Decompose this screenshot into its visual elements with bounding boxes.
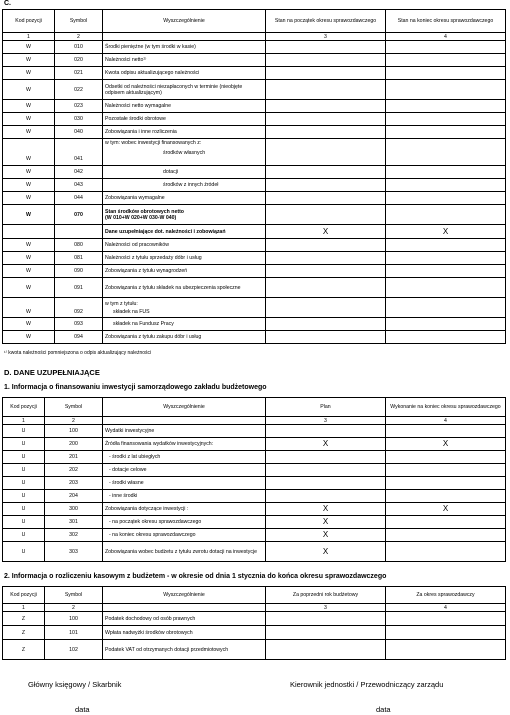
row-symbol: 201	[45, 451, 103, 464]
row-kod: W	[3, 298, 55, 318]
row-description: Środki pieniężne (w tym środki w kasie)	[103, 41, 266, 54]
header-symbol: Symbol	[45, 398, 103, 417]
row-kod: W	[3, 331, 55, 344]
value-wykonanie[interactable]	[386, 464, 506, 477]
row-description: Należności z tytułu sprzedaży dóbr i usług	[103, 252, 266, 265]
col-number: 3	[266, 33, 386, 41]
value-poczatek[interactable]	[266, 265, 386, 278]
row-description: Kwota odpisu aktualizującego należności	[103, 67, 266, 80]
value-poczatek[interactable]	[266, 139, 386, 166]
value-poczatek[interactable]	[266, 41, 386, 54]
table-header-row	[3, 587, 506, 604]
header-wyszczegolnienie: Wyszczególnienie	[103, 398, 266, 417]
table-row	[3, 451, 506, 464]
table-row	[3, 139, 506, 166]
value-koniec: X	[386, 225, 506, 239]
value-wykonanie[interactable]	[386, 516, 506, 529]
value-koniec[interactable]	[386, 179, 506, 192]
table-row	[3, 67, 506, 80]
table-row	[3, 477, 506, 490]
row-description-line1: w tym z tytułu:	[105, 300, 138, 307]
row-symbol: 100	[45, 425, 103, 438]
value-plan: X	[266, 438, 386, 451]
row-kod: W	[3, 265, 55, 278]
row-symbol: 094	[55, 331, 103, 344]
header-koniec: Stan na koniec okresu sprawozdawczego	[386, 10, 506, 33]
table-row	[3, 54, 506, 67]
col-number: 1	[3, 417, 45, 425]
value-koniec[interactable]	[386, 239, 506, 252]
row-symbol: 043	[55, 179, 103, 192]
value-poczatek[interactable]	[266, 205, 386, 225]
row-description: środków z innych źródeł	[103, 179, 266, 192]
value-wykonanie[interactable]	[386, 477, 506, 490]
row-description-line1: Stan środków obrotowych netto	[105, 208, 184, 215]
header-kod: Kod pozycji	[3, 587, 45, 604]
row-kod: U	[3, 464, 45, 477]
column-number-row	[3, 417, 506, 425]
header-symbol: Symbol	[55, 10, 103, 33]
col-number: 2	[45, 417, 103, 425]
row-kod: U	[3, 477, 45, 490]
table-row	[3, 126, 506, 139]
row-kod: Z	[3, 612, 45, 626]
row-description: Zobowiązania z tytułu wynagrodzeń	[103, 265, 266, 278]
table-row	[3, 542, 506, 562]
value-koniec[interactable]	[386, 67, 506, 80]
row-kod: W	[3, 113, 55, 126]
row-description: Należności od pracowników	[103, 239, 266, 252]
row-kod: W	[3, 192, 55, 205]
value-wykonanie: X	[386, 503, 506, 516]
value-okres[interactable]	[386, 626, 506, 640]
row-description: Zobowiązania i inne rozliczenia	[103, 126, 266, 139]
row-symbol: 041	[55, 139, 103, 166]
table-row	[3, 225, 506, 239]
row-description: Zobowiązania dotyczące inwestycji :	[103, 503, 266, 516]
row-symbol: 010	[55, 41, 103, 54]
row-description: Podatek VAT od otrzymanych dotacji przedmiotowych	[103, 640, 266, 660]
row-symbol: 203	[45, 477, 103, 490]
row-description-line2: (W 010+W 020+W 030-W 040)	[105, 214, 177, 221]
row-kod: W	[3, 80, 55, 100]
row-kod: U	[3, 490, 45, 503]
row-description: Źródła finansowania wydatków inwestycyjnych:	[103, 438, 266, 451]
value-koniec[interactable]	[386, 265, 506, 278]
table-row	[3, 239, 506, 252]
column-number-row	[3, 604, 506, 612]
col-number: 2	[55, 33, 103, 41]
value-wykonanie[interactable]	[386, 451, 506, 464]
signature-left-title: Główny księgowy / Skarbnik	[28, 680, 122, 689]
value-poczatek[interactable]	[266, 278, 386, 298]
row-kod: W	[3, 41, 55, 54]
table-row	[3, 41, 506, 54]
value-plan[interactable]	[266, 490, 386, 503]
row-kod: U	[3, 425, 45, 438]
row-description: Wpłata nadwyżki środków obrotowych	[103, 626, 266, 640]
footnote: ¹⁾ kwota należności pomniejszona o odpis aktualizujący należności	[4, 350, 152, 356]
value-koniec[interactable]	[386, 139, 506, 166]
signature-left-date: data	[75, 705, 90, 714]
value-koniec[interactable]	[386, 41, 506, 54]
value-poczatek[interactable]	[266, 331, 386, 344]
value-poczatek[interactable]	[266, 239, 386, 252]
row-description: - dotacje celowe	[103, 464, 266, 477]
table-row	[3, 318, 506, 331]
value-plan: X	[266, 503, 386, 516]
row-symbol: 021	[55, 67, 103, 80]
table-row	[3, 503, 506, 516]
row-description-line2: składek na FUS	[113, 308, 150, 315]
value-koniec[interactable]	[386, 80, 506, 100]
header-poprzedni-rok: Za poprzedni rok budżetowy	[266, 587, 386, 604]
row-kod	[3, 225, 55, 239]
value-plan: X	[266, 529, 386, 542]
row-symbol: 200	[45, 438, 103, 451]
section-d2-table	[2, 586, 506, 660]
value-koniec[interactable]	[386, 331, 506, 344]
value-poczatek[interactable]	[266, 179, 386, 192]
row-description: składek na Fundusz Pracy	[103, 318, 266, 331]
section-c-title: C.	[4, 0, 11, 7]
value-koniec[interactable]	[386, 318, 506, 331]
col-number	[103, 33, 266, 41]
col-number: 4	[386, 604, 506, 612]
col-number: 4	[386, 417, 506, 425]
row-description: - środki z lat ubiegłych	[103, 451, 266, 464]
row-symbol: 204	[45, 490, 103, 503]
value-plan[interactable]	[266, 477, 386, 490]
col-number: 3	[266, 417, 386, 425]
row-description: Zobowiązania wymagalne	[103, 192, 266, 205]
table-row	[3, 278, 506, 298]
table-row	[3, 252, 506, 265]
row-description: Zobowiązania z tytułu zakupu dóbr i usług	[103, 331, 266, 344]
value-wykonanie[interactable]	[386, 529, 506, 542]
row-description-line1: w tym: wobec inwestycji finansowanych z:	[105, 140, 202, 146]
value-poczatek[interactable]	[266, 166, 386, 179]
value-poprzedni-rok[interactable]	[266, 626, 386, 640]
col-number	[103, 604, 266, 612]
row-symbol: 040	[55, 126, 103, 139]
row-description: - na początek okresu sprawozdawczego	[103, 516, 266, 529]
row-symbol: 101	[45, 626, 103, 640]
row-symbol: 042	[55, 166, 103, 179]
row-kod: U	[3, 438, 45, 451]
header-kod: Kod pozycji	[3, 398, 45, 417]
value-poczatek[interactable]	[266, 126, 386, 139]
value-koniec[interactable]	[386, 298, 506, 318]
row-description: Dane uzupełniające dot. należności i zobowiązań	[103, 225, 266, 239]
row-kod: W	[3, 278, 55, 298]
table-row	[3, 100, 506, 113]
value-poczatek: X	[266, 225, 386, 239]
row-symbol: 302	[45, 529, 103, 542]
row-symbol: 092	[55, 298, 103, 318]
value-koniec[interactable]	[386, 126, 506, 139]
section-d2-title: 2. Informacja o rozliczeniu kasowym z budżetem - w okresie od dnia 1 stycznia do końca okresu sprawozdawczego	[4, 573, 387, 580]
value-koniec[interactable]	[386, 113, 506, 126]
value-wykonanie[interactable]	[386, 425, 506, 438]
value-koniec[interactable]	[386, 205, 506, 225]
value-koniec[interactable]	[386, 192, 506, 205]
row-kod: W	[3, 166, 55, 179]
header-okres: Za okres sprawozdawczy	[386, 587, 506, 604]
row-description: Odsetki od należności niezapłaconych w terminie (nieobjęte odpisem aktualizującym)	[103, 80, 266, 100]
table-row	[3, 265, 506, 278]
header-symbol: Symbol	[45, 587, 103, 604]
row-kod: Z	[3, 640, 45, 660]
section-d1-table	[2, 397, 506, 562]
row-description: Podatek dochodowy od osób prawnych	[103, 612, 266, 626]
row-kod: U	[3, 516, 45, 529]
row-description: Należności netto¹⁾	[103, 54, 266, 67]
row-kod: U	[3, 503, 45, 516]
row-symbol: 091	[55, 278, 103, 298]
section-d-title: D. DANE UZUPEŁNIAJĄCE	[4, 368, 100, 377]
row-symbol: 080	[55, 239, 103, 252]
table-row	[3, 464, 506, 477]
column-number-row	[3, 33, 506, 41]
row-symbol: 090	[55, 265, 103, 278]
value-okres[interactable]	[386, 612, 506, 626]
row-kod: W	[3, 67, 55, 80]
value-wykonanie: X	[386, 438, 506, 451]
row-kod: W	[3, 252, 55, 265]
row-symbol: 100	[45, 612, 103, 626]
row-symbol: 023	[55, 100, 103, 113]
row-description	[103, 139, 266, 166]
header-wykonanie: Wykonanie na koniec okresu sprawozdawczego	[386, 398, 506, 417]
table-row	[3, 626, 506, 640]
table-header-row	[3, 398, 506, 417]
value-koniec[interactable]	[386, 100, 506, 113]
table-row	[3, 612, 506, 626]
value-koniec[interactable]	[386, 252, 506, 265]
row-kod: W	[3, 205, 55, 225]
table-header-row	[3, 10, 506, 33]
row-description: Zobowiązania z tytułu składek na ubezpieczenia społeczne	[103, 278, 266, 298]
table-row	[3, 438, 506, 451]
table-row	[3, 331, 506, 344]
value-poczatek[interactable]	[266, 67, 386, 80]
row-symbol: 081	[55, 252, 103, 265]
col-number: 2	[45, 604, 103, 612]
row-symbol: 303	[45, 542, 103, 562]
row-description: Należności netto wymagalne	[103, 100, 266, 113]
row-kod: U	[3, 529, 45, 542]
row-symbol: 030	[55, 113, 103, 126]
value-koniec[interactable]	[386, 166, 506, 179]
row-kod: W	[3, 100, 55, 113]
value-poczatek[interactable]	[266, 298, 386, 318]
row-kod: W	[3, 54, 55, 67]
value-poczatek[interactable]	[266, 80, 386, 100]
signature-right-title: Kierownik jednostki / Przewodniczący zarządu	[290, 680, 444, 689]
table-row	[3, 298, 506, 318]
col-number	[103, 417, 266, 425]
value-poczatek[interactable]	[266, 318, 386, 331]
row-symbol: 093	[55, 318, 103, 331]
value-okres[interactable]	[386, 640, 506, 660]
value-poprzedni-rok[interactable]	[266, 640, 386, 660]
value-poczatek[interactable]	[266, 113, 386, 126]
value-wykonanie[interactable]	[386, 542, 506, 562]
header-plan: Plan	[266, 398, 386, 417]
header-kod: Kod pozycji	[3, 10, 55, 33]
value-plan[interactable]	[266, 451, 386, 464]
col-number: 3	[266, 604, 386, 612]
row-kod: Z	[3, 626, 45, 640]
value-plan[interactable]	[266, 464, 386, 477]
table-row	[3, 640, 506, 660]
section-c-table	[2, 9, 506, 344]
value-poczatek[interactable]	[266, 100, 386, 113]
header-wyszczegolnienie: Wyszczególnienie	[103, 10, 266, 33]
value-poczatek[interactable]	[266, 192, 386, 205]
row-symbol: 044	[55, 192, 103, 205]
row-description	[103, 205, 266, 225]
row-description: - na koniec okresu sprawozdawczego	[103, 529, 266, 542]
row-kod: W	[3, 239, 55, 252]
value-koniec[interactable]	[386, 54, 506, 67]
row-kod: W	[3, 179, 55, 192]
col-number: 4	[386, 33, 506, 41]
col-number: 1	[3, 33, 55, 41]
header-wyszczegolnienie: Wyszczególnienie	[103, 587, 266, 604]
table-row	[3, 529, 506, 542]
value-poprzedni-rok[interactable]	[266, 612, 386, 626]
table-row	[3, 192, 506, 205]
row-kod: W	[3, 139, 55, 166]
row-kod: W	[3, 126, 55, 139]
table-row	[3, 425, 506, 438]
row-kod: U	[3, 451, 45, 464]
row-description: Pozostałe środki obrotowe	[103, 113, 266, 126]
row-description-line2: środków własnych	[163, 150, 206, 156]
row-kod: W	[3, 318, 55, 331]
table-row	[3, 490, 506, 503]
table-row	[3, 179, 506, 192]
row-symbol: 202	[45, 464, 103, 477]
row-symbol	[55, 225, 103, 239]
row-description: dotacji	[103, 166, 266, 179]
table-row	[3, 205, 506, 225]
value-wykonanie[interactable]	[386, 490, 506, 503]
table-row	[3, 113, 506, 126]
table-row	[3, 516, 506, 529]
value-plan: X	[266, 516, 386, 529]
signature-right-date: data	[376, 705, 391, 714]
row-description: Wydatki inwestycyjne	[103, 425, 266, 438]
value-plan[interactable]	[266, 425, 386, 438]
row-kod: U	[3, 542, 45, 562]
row-description: - inne środki	[103, 490, 266, 503]
row-symbol: 102	[45, 640, 103, 660]
header-poczatek: Stan na początek okresu sprawozdawczego	[266, 10, 386, 33]
section-d1-title: 1. Informacja o finansowaniu inwestycji samorządowego zakładu budżetowego	[4, 384, 267, 391]
row-description	[103, 298, 266, 318]
value-koniec[interactable]	[386, 278, 506, 298]
value-plan: X	[266, 542, 386, 562]
row-symbol: 300	[45, 503, 103, 516]
table-row	[3, 166, 506, 179]
value-poczatek[interactable]	[266, 252, 386, 265]
table-row	[3, 80, 506, 100]
row-symbol: 020	[55, 54, 103, 67]
row-symbol: 301	[45, 516, 103, 529]
row-description: Zobowiązania wobec budżetu z tytułu zwrotu dotacji na inwestycje	[103, 542, 266, 562]
row-symbol: 070	[55, 205, 103, 225]
col-number: 1	[3, 604, 45, 612]
row-symbol: 022	[55, 80, 103, 100]
row-description: - środki własne	[103, 477, 266, 490]
value-poczatek[interactable]	[266, 54, 386, 67]
